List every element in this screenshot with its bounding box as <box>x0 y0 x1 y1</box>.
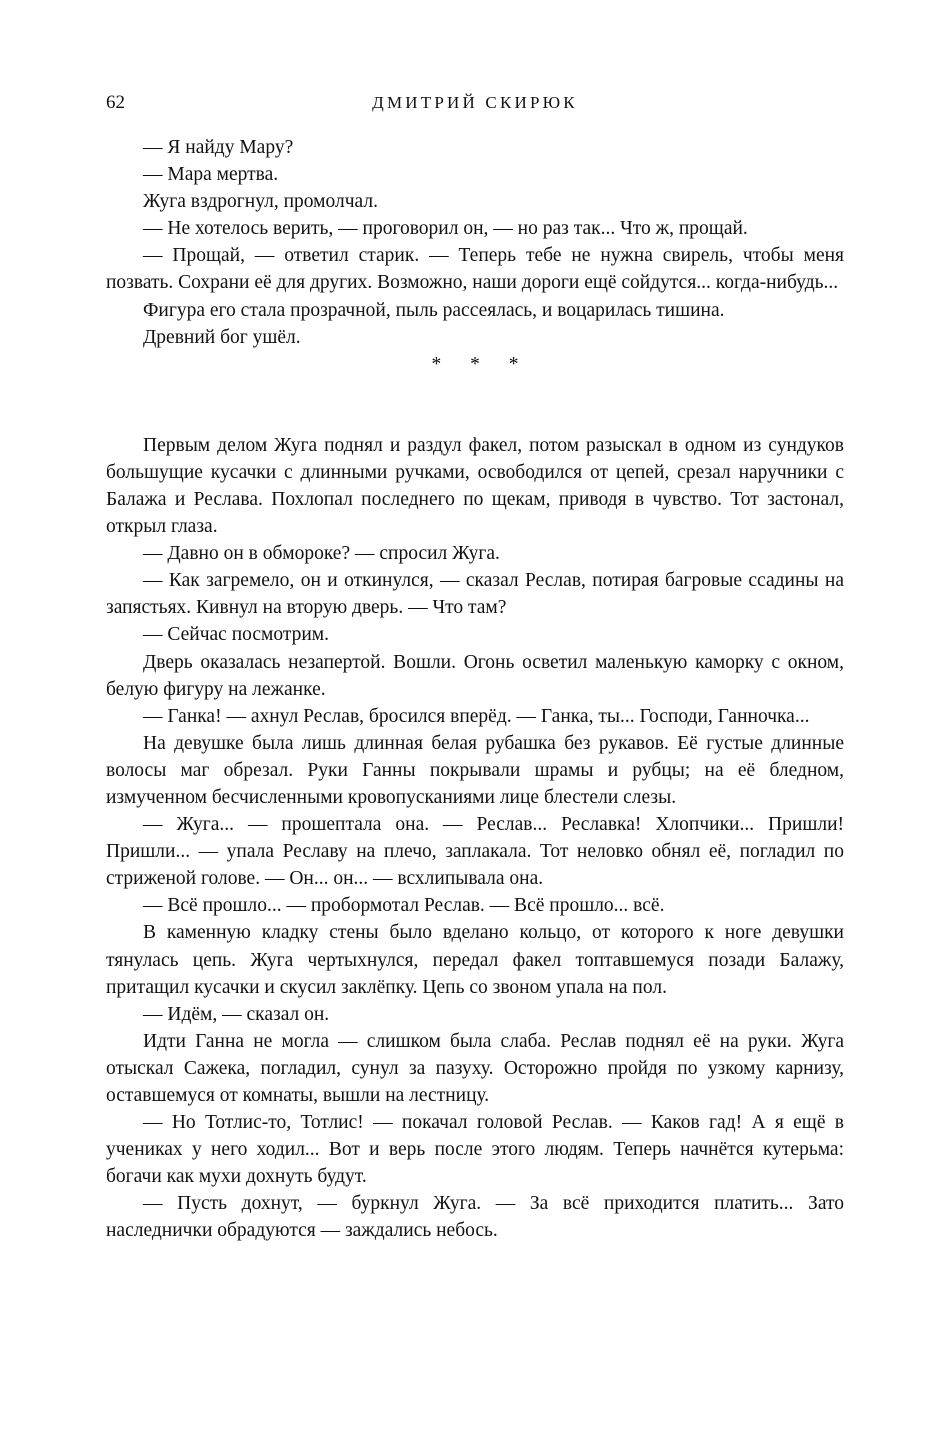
paragraph: Дверь оказалась незапертой. Вошли. Огонь осветил маленькую каморку с окном, белую фигуру на лежанке. <box>106 651 844 700</box>
paragraph: — Я найду Мару? <box>143 137 294 158</box>
paragraph: Древний бог ушёл. <box>143 326 301 348</box>
paragraph: — Как загремело, он и откинулся, — сказал Реслав, потирая багровые ссадины на запястьях. Кивнул на вторую дверь. — Что там? <box>106 570 844 619</box>
paragraph: Жуга вздрогнул, промолчал. <box>143 191 378 213</box>
paragraph: — Ганка! — ахнул Реслав, бросился вперёд. — Ганка, ты... Господи, Ганночка... <box>143 705 810 727</box>
paragraph: — Давно он в обмороке? — спросил Жуга. <box>143 543 500 565</box>
paragraph: На девушке была лишь длинная белая рубашка без рукавов. Её густые длинные волосы маг обрезал. Руки Ганны покрывали шрамы и рубцы; на её бледном, измученном бесчисленными кровопусканиями лице блестели слезы. <box>106 732 844 808</box>
paragraph: — Сейчас посмотрим. <box>143 624 330 646</box>
paragraph: — Пусть дохнут, — буркнул Жуга. — За всё приходится платить... Зато наследнички обрадуются — заждались небось. <box>106 1193 844 1242</box>
page-number: 62 <box>106 92 125 113</box>
paragraph: Идти Ганна не могла — слишком была слаба. Реслав поднял её на руки. Жуга отыскал Сажека, погладил, сунул за пазуху. Осторожно пройдя по узкому карнизу, оставшемуся от комнаты, вышли на лестницу. <box>106 1030 844 1106</box>
scene-break <box>106 351 844 432</box>
paragraph: — Идём, — сказал он. <box>143 1003 330 1025</box>
paragraph: — Прощай, — ответил старик. — Теперь тебе не нужна свирель, чтобы меня позвать. Сохрани её для других. Возможно, наши дороги ещё сойдутся... когда-нибудь... <box>106 245 844 294</box>
paragraph: — Мара мертва. <box>143 164 279 186</box>
scene-break-asterisks: * * * <box>431 353 531 375</box>
running-head <box>106 88 844 118</box>
paragraph: — Жуга... — прошептала она. — Реслав... Реславка! Хлопчики... Пришли! Пришли... — упала Реславу на плечо, заплакала. Тот неловко обнял её, погладил по стриженой голове. — Он... он... — всхлипывала она. <box>106 814 844 890</box>
running-head-author: ДМИТРИЙ СКИРЮК <box>372 93 578 112</box>
paragraph: — Но Тотлис-то, Тотлис! — покачал головой Реслав. — Каков гад! А я ещё в учениках у него ходил... Вот и верь после этого людям. Теперь начнётся кутерьма: богачи как мухи дохнуть будут. <box>106 1112 844 1188</box>
paragraph: Фигура его стала прозрачной, пыль рассеялась, и воцарилась тишина. <box>143 299 725 321</box>
paragraph: В каменную кладку стены было вделано кольцо, от которого к ноге девушки тянулась цепь. Жуга чертыхнулся, передал факел топтавшемуся позади Балажу, притащил кусачки и скусил заклёпку. Цепь со звоном упала на пол. <box>106 922 844 998</box>
body-text <box>106 134 844 1245</box>
paragraph: — Не хотелось верить, — проговорил он, — но раз так... Что ж, прощай. <box>143 218 748 240</box>
paragraph: Первым делом Жуга поднял и раздул факел, потом разыскал в одном из сундуков большущие кусачки с длинными ручками, освободился от цепей, срезал наручники с Балажа и Реслава. Похлопал последнего по щекам, приводя в чувство. Тот застонал, открыл глаза. <box>106 434 844 538</box>
paragraph: — Всё прошло... — пробормотал Реслав. — Всё прошло... всё. <box>143 895 665 917</box>
